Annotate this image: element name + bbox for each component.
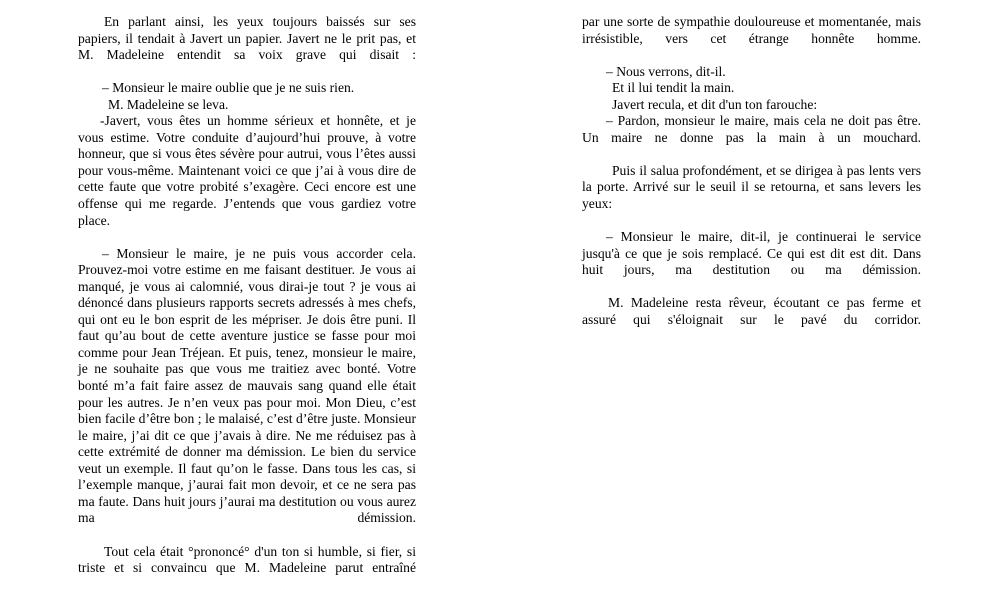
paragraph: Puis il salua profondément, et se dirigea à pas lents vers la porte. Arrivé sur le seuil il se retourna, et sans levers les yeux: <box>582 163 921 229</box>
paragraph: M. Madeleine se leva. <box>78 97 416 114</box>
paragraph-dialogue: – Nous verrons, dit-il. <box>582 64 921 81</box>
paragraph: Tout cela était °prononcé° d'un ton si humble, si fier, si triste et si convaincu que M. Madeleine parut entraîné <box>78 544 416 593</box>
paragraph-dialogue: – Monsieur le maire, je ne puis vous accorder cela. Prouvez-moi votre estime en me faisant destituer. Je vous ai manqué, je vous ai calomnié, vous dirai-je tout ? je vous ai dénoncé dans plusieurs rapports secrets adressés à mes chefs, qui ont eu le bon esprit de les mépriser. Je dois être puni. Il faut qu’au bout de cette aventure justice se fasse pour moi comme pour Jean Tréjean. Et puis, tenez, monsieur le maire, je ne souhaite pas que vous me traitiez avec bonté. Votre bonté m’a fait faire assez de mauvais sang quand elle était pour les autres. Je n’en veux pas pour moi. Mon Dieu, c’est bien facile d’être bon ; le malaisé, c’est d’être juste. Monsieur le maire, j’ai dit ce que j’avais à dire. Ne me réduisez pas à cette extrémité de donner ma démission. Le bien du service veut un exemple. Il faut qu’on le fasse. Dans tous les cas, si l’exemple manque, j’aurai fait mon devoir, et ce ne sera pas ma faute. Dans huit jours j’aurai ma destitution ou vous aurez ma démission. <box>78 246 416 544</box>
paragraph: Et il lui tendit la main. <box>582 80 921 97</box>
text-column-right <box>582 14 921 345</box>
paragraph: M. Madeleine resta rêveur, écoutant ce pas ferme et assuré qui s'éloignait sur le pavé du corridor. <box>582 295 921 345</box>
paragraph-dialogue: – Pardon, monsieur le maire, mais cela ne doit pas être. Un maire ne donne pas la main à un mouchard. <box>582 113 921 163</box>
paragraph-continuation: par une sorte de sympathie douloureuse et momentanée, mais irrésistible, vers cet étrange honnête homme. <box>582 14 921 64</box>
paragraph: Javert recula, et dit d'un ton farouche: <box>582 97 921 114</box>
paragraph-dialogue: – Monsieur le maire oublie que je ne suis rien. <box>78 80 416 97</box>
paragraph-dialogue: -Javert, vous êtes un homme sérieux et honnête, et je vous estime. Votre conduite d’aujourd’hui prouve, à votre honneur, que si vous êtes sévère pour autrui, vous l’êtes aussi pour vous-même. Maintenant voici ce que j’ai à vous dire de cette faute que votre probité s’exagère. Ceci encore est une offense qui me regarde. J’entends que vous gardiez votre place. <box>78 113 416 245</box>
paragraph: En parlant ainsi, les yeux toujours baissés sur ses papiers, il tendait à Javert un papier. Javert ne le prit pas, et M. Madeleine entendit sa voix grave qui disait : <box>78 14 416 80</box>
paragraph-dialogue: – Monsieur le maire, dit-il, je continuerai le service jusqu'à ce que je sois remplacé. Ce qui est dit est dit. Dans huit jours, ma destitution ou ma démission. <box>582 229 921 295</box>
text-column-left <box>78 14 416 593</box>
